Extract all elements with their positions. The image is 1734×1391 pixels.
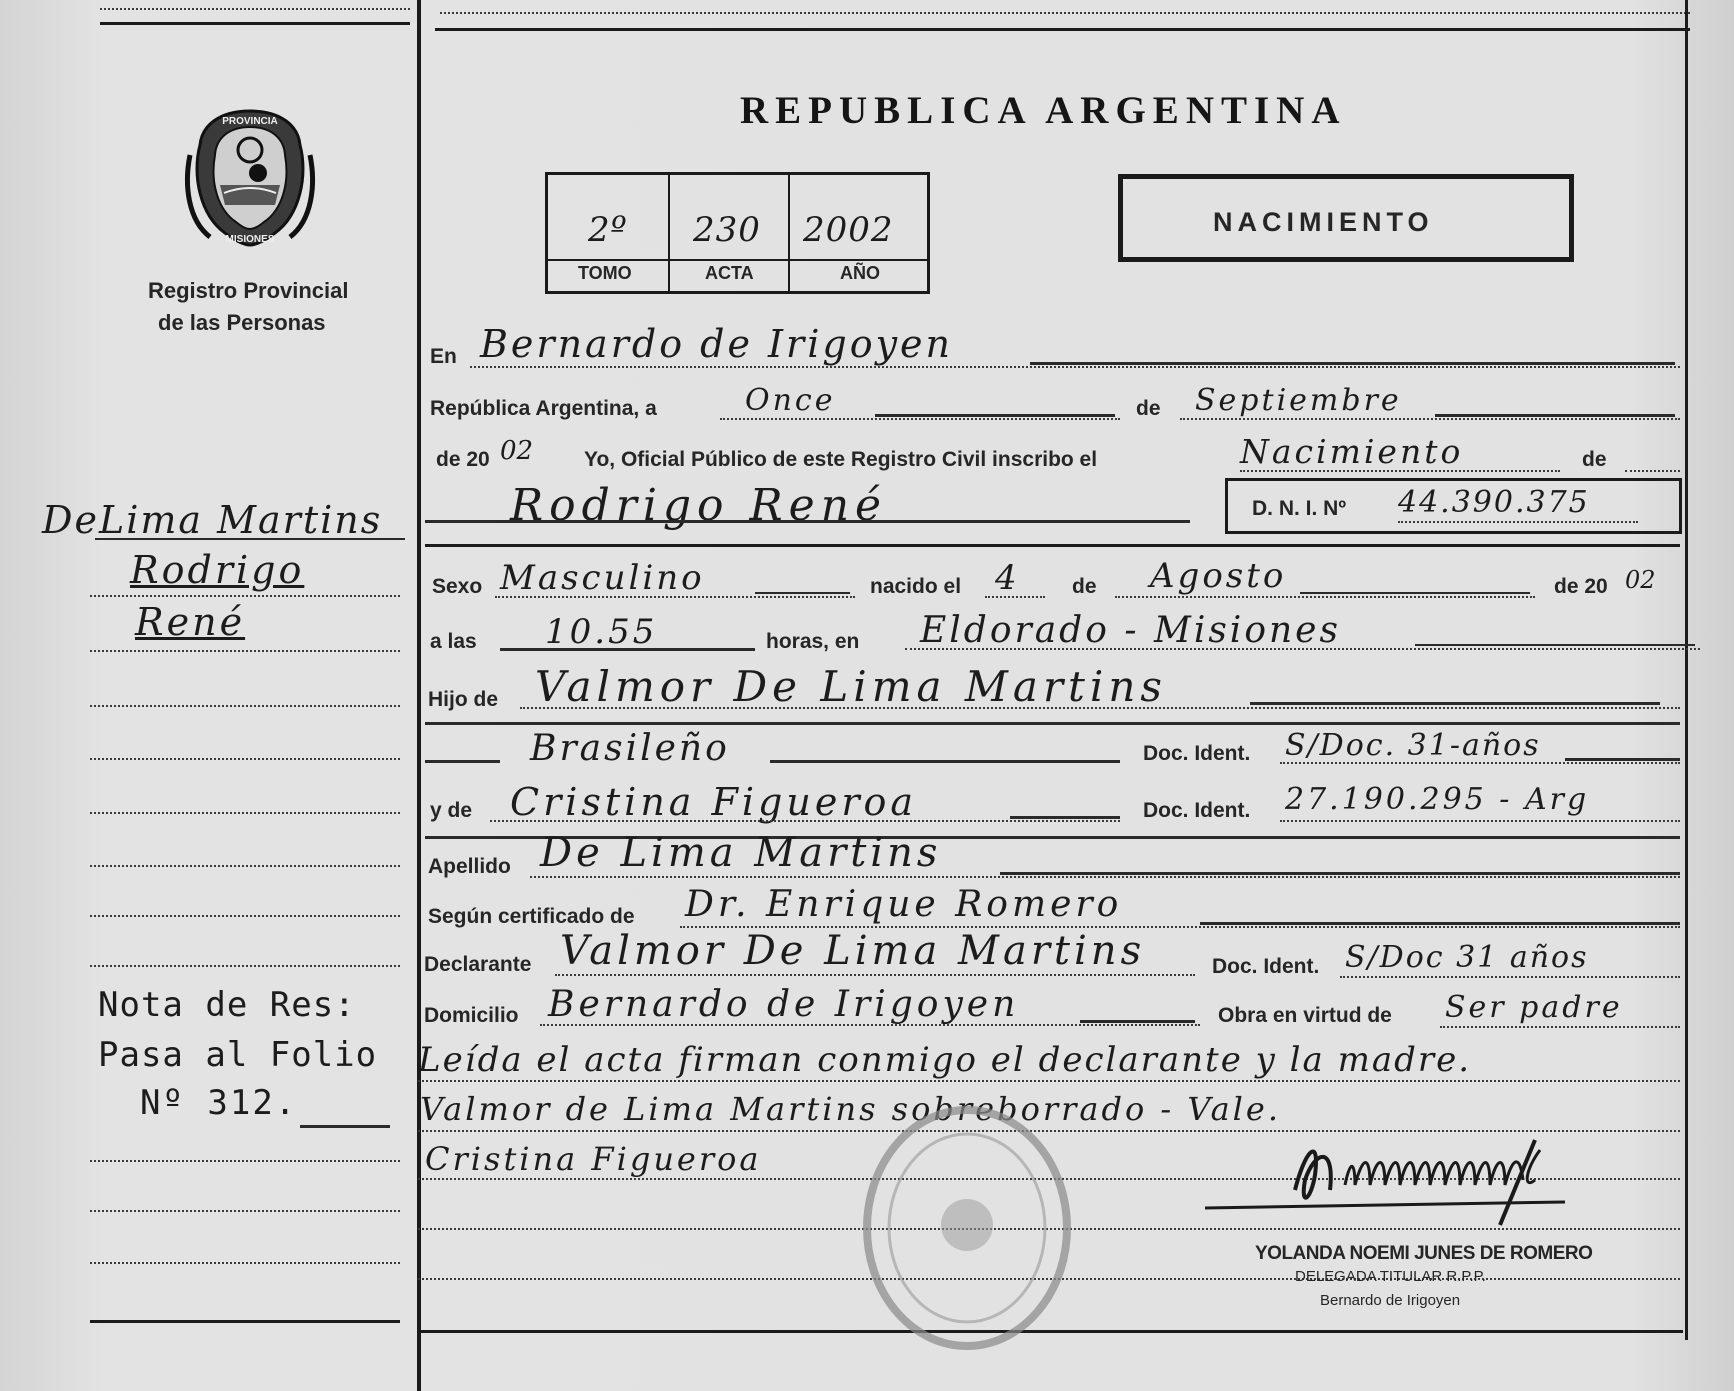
margin-note-line1: Nota de Res: <box>98 985 356 1025</box>
domicilio-line <box>540 1024 1200 1026</box>
time-rule <box>500 648 755 651</box>
dni-box <box>1225 478 1682 534</box>
margin-dotted-line <box>90 1160 400 1162</box>
mother-doc: 27.190.295 - Arg <box>1285 782 1590 817</box>
margin-note-line3: Nº 312. <box>140 1083 298 1123</box>
margin-note-line2: Pasa al Folio <box>98 1035 378 1075</box>
top-dotted-line <box>100 8 410 10</box>
year-value: 02 <box>500 436 534 466</box>
margin-dotted-line <box>90 812 400 814</box>
note-line-3: Cristina Figueroa <box>425 1140 762 1178</box>
place-value: Eldorado - Misiones <box>920 610 1341 651</box>
margin-dotted-line <box>90 1210 400 1212</box>
tomo-value: 2º <box>588 210 628 250</box>
margin-name2: René <box>135 600 246 644</box>
right-border <box>1685 0 1688 1340</box>
sexo-label: Sexo <box>432 575 483 598</box>
nat-rule <box>770 760 1120 763</box>
margin-dotted-line <box>90 865 400 867</box>
child-name-rule <box>425 520 1190 523</box>
apellido-rule <box>1000 872 1680 875</box>
seal-top-text: PROVINCIA <box>222 116 278 127</box>
declarante-doc-line <box>1340 976 1680 978</box>
note-line-1-rule <box>418 1080 1680 1082</box>
father-rule <box>1250 702 1660 705</box>
margin-dotted-line <box>90 1262 400 1264</box>
hijo-label: Hijo de <box>428 688 499 711</box>
nacido-label: nacido el <box>870 575 962 598</box>
month-rule <box>1435 414 1675 417</box>
birth-day: 4 <box>995 558 1020 598</box>
signer-role: DELEGADA TITULAR R.P.P. <box>1295 1268 1486 1285</box>
y-de-label: y de <box>430 799 473 822</box>
father-doc-label: Doc. Ident. <box>1143 742 1251 765</box>
misiones-seal-icon <box>180 105 320 250</box>
signer-name: YOLANDA NOEMI JUNES DE ROMERO <box>1255 1243 1593 1264</box>
declarante-doc-label: Doc. Ident. <box>1212 955 1320 978</box>
a-las-label: a las <box>430 630 477 653</box>
acta-value: 230 <box>693 210 761 250</box>
official-stamp-icon <box>855 1100 1080 1355</box>
declarante-value: Valmor De Lima Martins <box>560 928 1146 974</box>
act-line <box>1240 470 1560 472</box>
country-title: REPUBLICA ARGENTINA <box>740 89 1347 132</box>
place-line <box>905 648 1700 650</box>
dni-line <box>1398 521 1638 523</box>
sexo-line <box>495 596 855 598</box>
record-box-divider <box>668 175 670 291</box>
father-line <box>520 707 1680 709</box>
note-line-2: Valmor de Lima Martins sobreborrado - Vale. <box>420 1090 1281 1128</box>
mother-rule <box>1010 816 1120 819</box>
en-line <box>470 366 1680 368</box>
top-rule-right <box>435 28 1690 31</box>
record-type: NACIMIENTO <box>1213 207 1434 237</box>
day-value: Once <box>745 383 836 418</box>
tomo-label: TOMO <box>578 263 632 283</box>
sexo-rule <box>755 592 850 594</box>
column-divider <box>417 0 421 1391</box>
birth-month-line <box>1115 596 1535 598</box>
note-line-1: Leída el acta firman conmigo el declarante y la madre. <box>418 1040 1472 1080</box>
top-dotted-line-right <box>440 12 1690 14</box>
record-box-divider <box>788 175 790 291</box>
father-value: Valmor De Lima Martins <box>535 662 1167 711</box>
day-line <box>720 418 1120 420</box>
obra-line <box>1440 1026 1680 1028</box>
signature-icon <box>1205 1130 1665 1230</box>
apellido-label: Apellido <box>428 855 511 878</box>
declarante-label: Declarante <box>424 953 532 976</box>
margin-dotted-line <box>90 915 400 917</box>
section-rule <box>425 544 1680 547</box>
horas-label: horas, en <box>766 630 860 653</box>
en-value: Bernardo de Irigoyen <box>480 322 954 366</box>
birth-year: 02 <box>1625 566 1656 594</box>
day-rule <box>875 414 1115 417</box>
margin-dotted-line <box>90 758 400 760</box>
father-rule-2 <box>425 722 1680 725</box>
apellido-line <box>530 876 1680 878</box>
father-doc-line <box>1280 762 1680 764</box>
sexo-value: Masculino <box>500 558 705 598</box>
margin-dotted-line <box>90 705 400 707</box>
act-value: Nacimiento <box>1240 432 1464 471</box>
year-prefix: de 20 <box>436 448 490 471</box>
margin-dotted-line <box>90 650 400 652</box>
mother-doc-line <box>1280 820 1680 822</box>
declarante-doc: S/Doc 31 años <box>1345 940 1589 975</box>
record-box-rule <box>548 259 927 261</box>
dni-value: 44.390.375 <box>1398 485 1590 520</box>
segun-value: Dr. Enrique Romero <box>685 884 1123 925</box>
place-rule <box>1415 644 1695 646</box>
margin-underline-surname <box>95 538 405 540</box>
mother-doc-label: Doc. Ident. <box>1143 799 1251 822</box>
margin-note-underline <box>300 1125 390 1128</box>
dni-label: D. N. I. Nº <box>1252 497 1347 520</box>
apellido-value: De Lima Martins <box>540 830 942 876</box>
signer-place: Bernardo de Irigoyen <box>1320 1292 1461 1309</box>
mother-value: Cristina Figueroa <box>510 780 918 824</box>
declarante-line <box>555 974 1195 976</box>
margin-surname: DeLima Martins <box>42 498 383 542</box>
en-rule <box>1030 362 1675 365</box>
month-value: Septiembre <box>1195 383 1402 418</box>
domicilio-rule <box>1080 1020 1195 1023</box>
birth-day-line <box>985 596 1045 598</box>
en-label: En <box>430 345 457 368</box>
margin-bottom-rule <box>90 1320 400 1323</box>
obra-value: Ser padre <box>1445 990 1623 1025</box>
nat-rule-left <box>425 760 500 763</box>
time-value: 10.55 <box>545 612 658 652</box>
birth-year-prefix: de 20 <box>1554 575 1608 598</box>
birth-month-rule <box>1300 592 1530 594</box>
father-doc-rule <box>1565 758 1680 761</box>
margin-dotted-line <box>90 595 400 597</box>
de-label: de <box>1136 397 1161 420</box>
acta-label: ACTA <box>705 263 754 283</box>
de-label-3: de <box>1072 575 1097 598</box>
margin-dotted-line <box>90 965 400 967</box>
segun-rule <box>1200 922 1680 925</box>
margin-name1: Rodrigo <box>130 548 305 592</box>
record-number-box <box>545 172 930 294</box>
de-line-2 <box>1625 470 1680 472</box>
child-name-value: Rodrigo René <box>510 480 888 531</box>
seal-bottom-text: MISIONES <box>225 234 275 245</box>
month-line <box>1180 418 1680 420</box>
republica-label: República Argentina, a <box>430 397 657 420</box>
domicilio-value: Bernardo de Irigoyen <box>548 984 1020 1025</box>
de-label-2: de <box>1582 448 1607 471</box>
mother-line <box>490 820 1120 822</box>
obra-label: Obra en virtud de <box>1218 1004 1392 1027</box>
domicilio-label: Domicilio <box>424 1004 519 1027</box>
ano-value: 2002 <box>803 210 894 250</box>
registry-name-line1: Registro Provincial <box>148 278 349 303</box>
father-nationality: Brasileño <box>530 728 730 769</box>
top-rule-left <box>100 22 410 25</box>
father-doc: S/Doc. 31-años <box>1285 728 1541 763</box>
segun-label: Según certificado de <box>428 905 635 928</box>
registry-name-line2: de las Personas <box>158 310 326 335</box>
record-type-box <box>1118 174 1574 262</box>
ano-label: AÑO <box>840 263 880 283</box>
birth-month: Agosto <box>1150 556 1287 596</box>
inscribo-text: Yo, Oficial Público de este Registro Civil inscribo el <box>584 448 1098 471</box>
